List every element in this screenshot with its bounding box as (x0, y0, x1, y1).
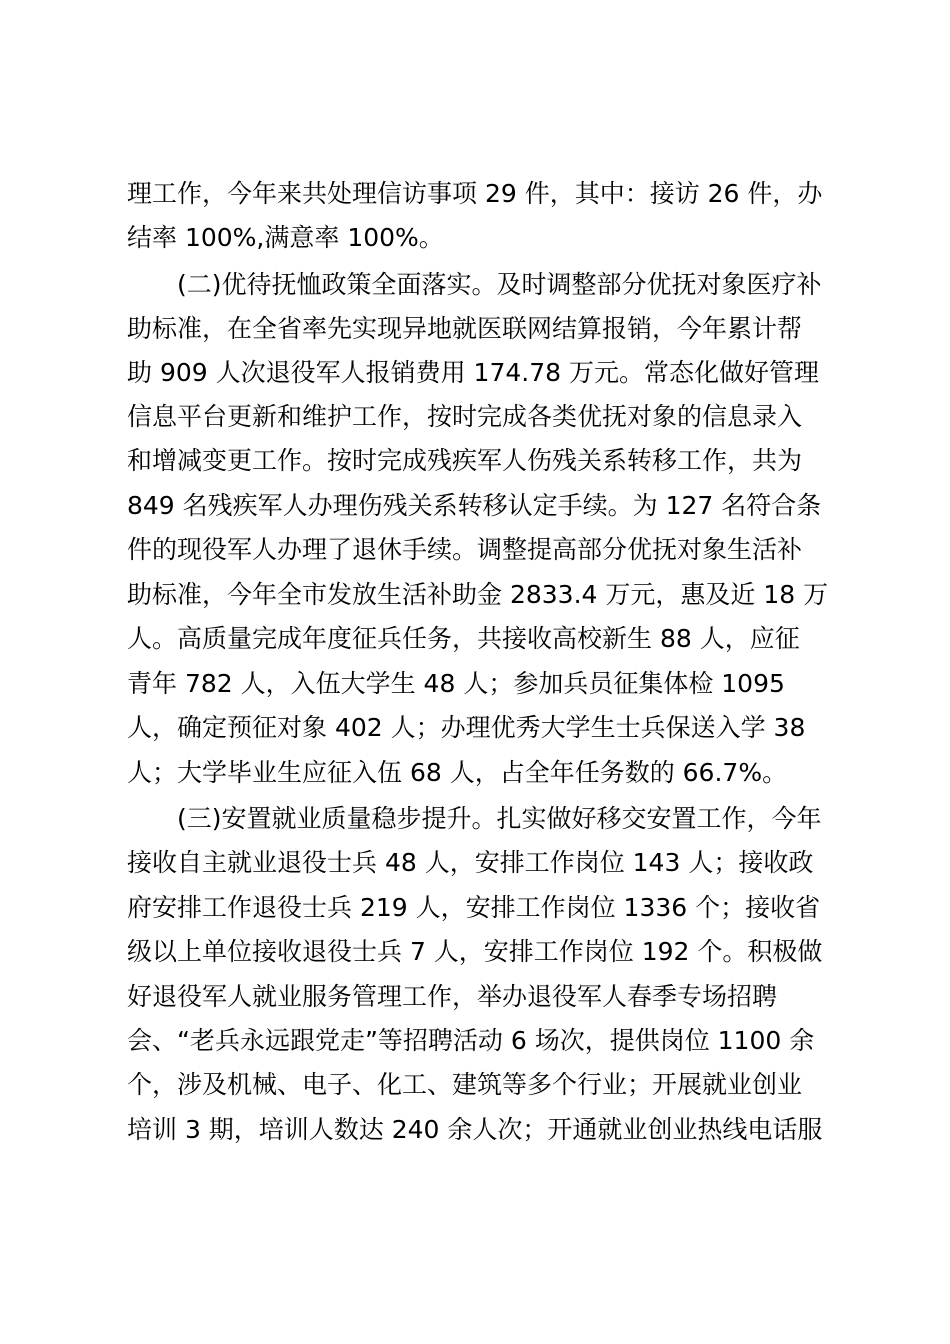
text-line: 849 名残疾军人办理伤残关系转移认定手续。为 127 名符合条 (127, 491, 822, 520)
text-line: 接收自主就业退役士兵 48 人，安排工作岗位 143 人；接收政 (127, 848, 814, 877)
text-line: 级以上单位接收退役士兵 7 人，安排工作岗位 192 个。积极做 (127, 937, 823, 966)
text-line: 信息平台更新和维护工作，按时完成各类优抚对象的信息录入 (127, 402, 803, 431)
text-line: 个，涉及机械、电子、化工、建筑等多个行业；开展就业创业 (127, 1070, 803, 1099)
text-line: 好退役军人就业服务管理工作，举办退役军人春季专场招聘 (127, 982, 778, 1011)
text-line: 培训 3 期，培训人数达 240 余人次；开通就业创业热线电话服 (127, 1115, 823, 1144)
text-line: 府安排工作退役士兵 219 人，安排工作岗位 1336 个；接收省 (127, 893, 821, 922)
text-line: 助标准，今年全市发放生活补助金 2833.4 万元，惠及近 18 万 (127, 580, 829, 609)
text-line: 理工作，今年来共处理信访事项 29 件，其中：接访 26 件，办 (127, 179, 823, 208)
text-line: 助标准，在全省率先实现异地就医联网结算报销，今年累计帮 (127, 314, 803, 343)
text-line: 人，确定预征对象 402 人；办理优秀大学生士兵保送入学 38 (127, 713, 806, 742)
paragraph-heading-line: (二)优待抚恤政策全面落实。及时调整部分优抚对象医疗补 (177, 270, 822, 299)
text-line: 件的现役军人办理了退休手续。调整提高部分优抚对象生活补 (127, 535, 803, 564)
paragraph-heading-line: (三)安置就业质量稳步提升。扎实做好移交安置工作，今年 (177, 804, 822, 833)
text-line: 人。高质量完成年度征兵任务，共接收高校新生 88 人，应征 (127, 624, 800, 653)
text-line: 人；大学毕业生应征入伍 68 人，占全年任务数的 66.7%。 (127, 758, 788, 787)
text-line: 结率 100%,满意率 100%。 (127, 223, 444, 252)
text-line: 会、“老兵永远跟党走”等招聘活动 6 场次，提供岗位 1100 余 (127, 1026, 815, 1055)
text-line: 青年 782 人，入伍大学生 48 人；参加兵员征集体检 1095 (127, 669, 785, 698)
text-line: 助 909 人次退役军人报销费用 174.78 万元。常态化做好管理 (127, 358, 819, 387)
text-line: 和增减变更工作。按时完成残疾军人伤残关系转移工作，共为 (127, 446, 803, 475)
